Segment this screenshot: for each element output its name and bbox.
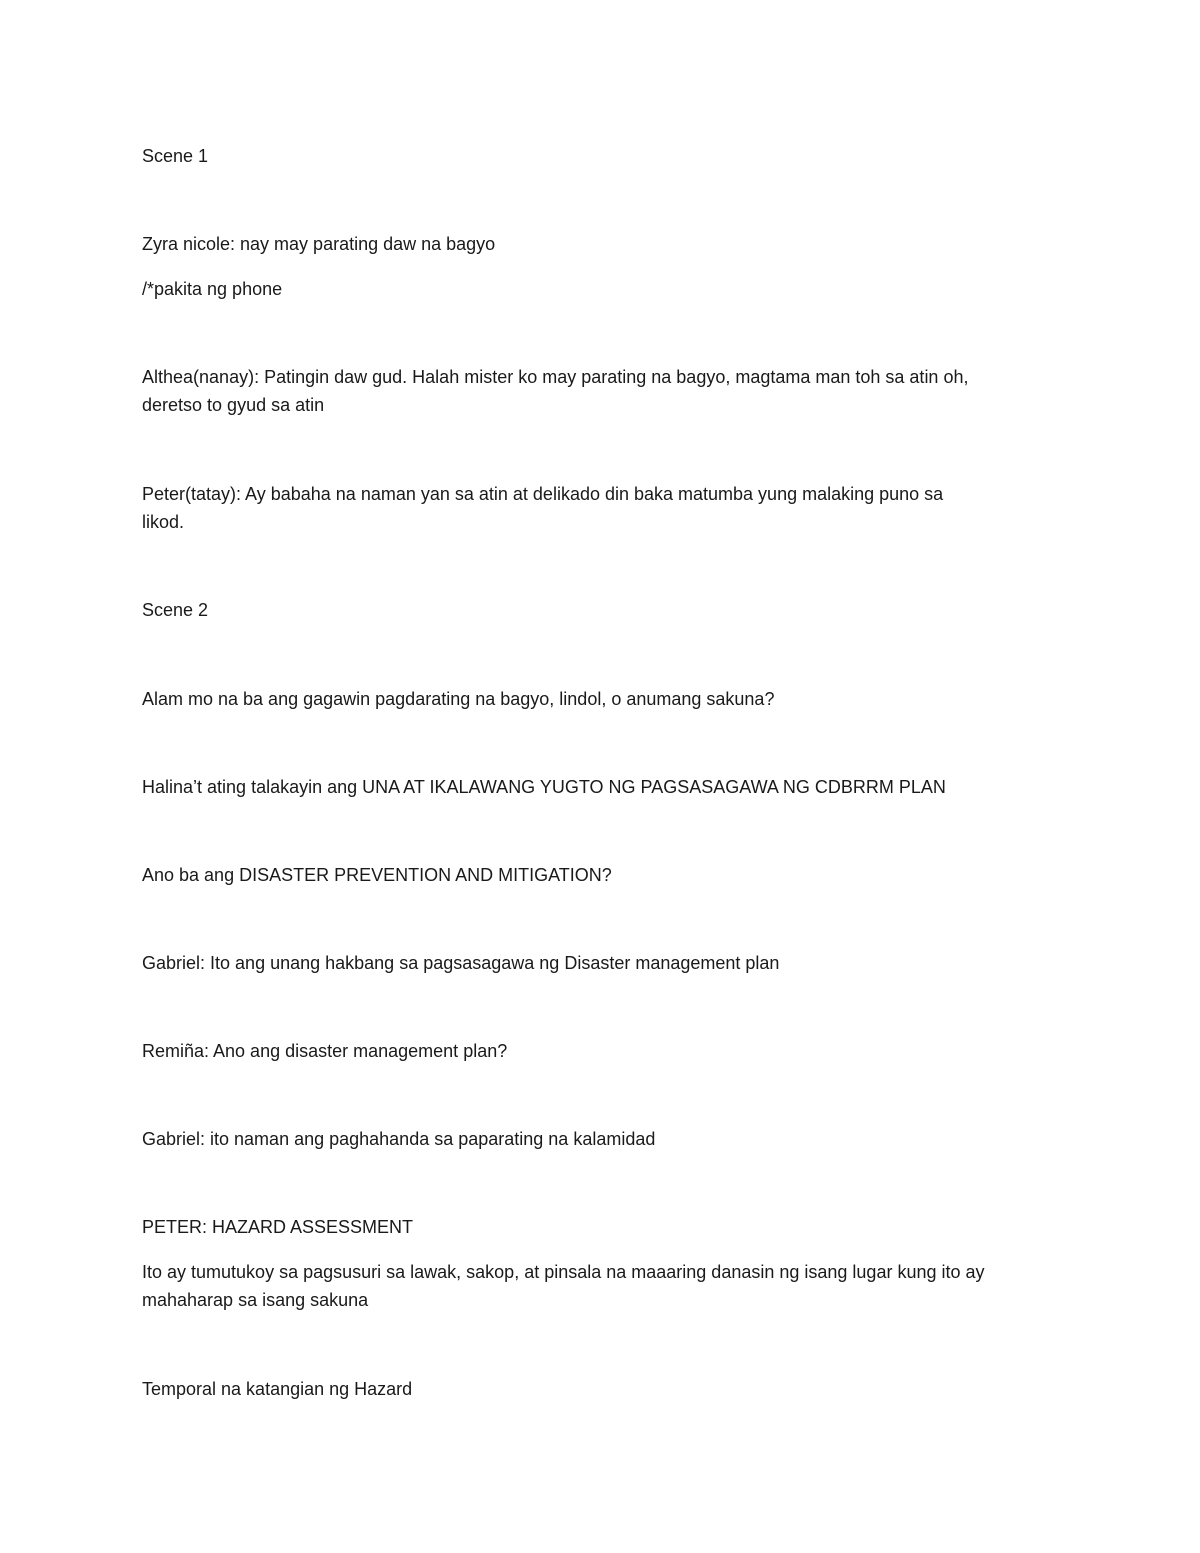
dialogue-line: Zyra nicole: nay may parating daw na bagyo — [142, 234, 496, 254]
paragraph: Alam mo na ba ang gagawin pagdarating na bagyo, lindol, o anumang sakuna? — [142, 689, 775, 709]
stage-direction: /*pakita ng phone — [142, 279, 283, 299]
dialogue-line-continuation: deretso to gyud sa atin — [142, 395, 325, 415]
dialogue-line: Gabriel: ito naman ang paghahanda sa paparating na kalamidad — [142, 1129, 656, 1149]
dialogue-line: Gabriel: Ito ang unang hakbang sa pagsasagawa ng Disaster management plan — [142, 953, 780, 973]
scene-heading: Scene 2 — [142, 600, 209, 620]
paragraph-continuation: mahaharap sa isang sakuna — [142, 1290, 369, 1310]
paragraph: Ito ay tumutukoy sa pagsusuri sa lawak, sakop, at pinsala na maaaring danasin ng isang lugar kung ito ay — [142, 1262, 985, 1282]
dialogue-line: Peter(tatay): Ay babaha na naman yan sa atin at delikado din baka matumba yung malaking puno sa — [142, 484, 944, 504]
paragraph: Ano ba ang DISASTER PREVENTION AND MITIGATION? — [142, 865, 612, 885]
section-heading: PETER: HAZARD ASSESSMENT — [142, 1217, 414, 1237]
dialogue-line: Althea(nanay): Patingin daw gud. Halah mister ko may parating na bagyo, magtama man toh sa atin oh, — [142, 367, 969, 387]
scene-heading: Scene 1 — [142, 146, 209, 166]
paragraph: Halina’t ating talakayin ang UNA AT IKALAWANG YUGTO NG PAGSASAGAWA NG CDBRRM PLAN — [142, 777, 946, 797]
paragraph: Temporal na katangian ng Hazard — [142, 1379, 413, 1399]
dialogue-line: Remiña: Ano ang disaster management plan? — [142, 1041, 508, 1061]
dialogue-line-continuation: likod. — [142, 512, 185, 532]
